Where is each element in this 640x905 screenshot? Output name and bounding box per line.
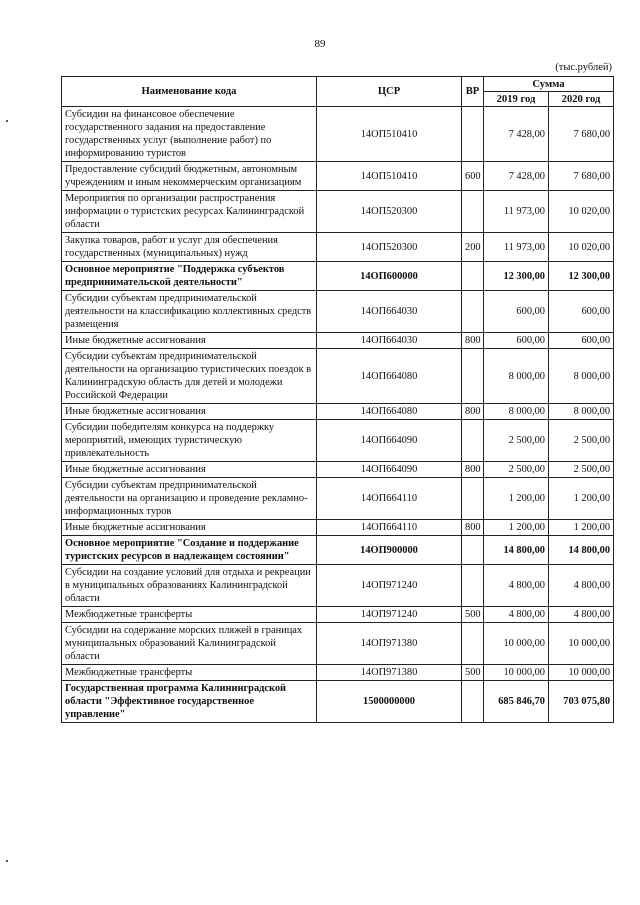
cell-vr: 800 (462, 333, 484, 349)
table-row (62, 349, 614, 404)
cell-vr: 200 (462, 233, 484, 262)
cell-2019: 600,00 (484, 333, 549, 349)
cell-2020: 10 000,00 (549, 623, 614, 665)
cell-2019: 14 800,00 (484, 536, 549, 565)
cell-2019: 10 000,00 (484, 665, 549, 681)
cell-vr: 800 (462, 462, 484, 478)
header-year-2020: 2020 год (549, 92, 614, 107)
cell-code: 14ОП600000 (317, 262, 462, 291)
cell-name: Субсидии победителям конкурса на поддержку мероприятий, имеющих туристическую привлекательность (62, 420, 317, 462)
table-row (62, 420, 614, 462)
cell-code: 14ОП664090 (317, 420, 462, 462)
cell-vr: 500 (462, 607, 484, 623)
cell-code: 14ОП664080 (317, 349, 462, 404)
cell-code: 14ОП971380 (317, 623, 462, 665)
cell-vr: 800 (462, 520, 484, 536)
cell-2020: 4 800,00 (549, 607, 614, 623)
table-header (62, 77, 614, 107)
cell-2019: 7 428,00 (484, 162, 549, 191)
cell-2019: 600,00 (484, 291, 549, 333)
cell-name: Иные бюджетные ассигнования (62, 520, 317, 536)
cell-name: Субсидии на создание условий для отдыха и рекреации в муниципальных образованиях Калининградской области (62, 565, 317, 607)
table-row (62, 191, 614, 233)
cell-vr (462, 107, 484, 162)
cell-2019: 2 500,00 (484, 462, 549, 478)
cell-vr (462, 623, 484, 665)
table-row (62, 520, 614, 536)
cell-2020: 7 680,00 (549, 162, 614, 191)
cell-2019: 8 000,00 (484, 349, 549, 404)
cell-2020: 2 500,00 (549, 462, 614, 478)
table-row (62, 333, 614, 349)
cell-vr (462, 681, 484, 723)
cell-2019: 7 428,00 (484, 107, 549, 162)
cell-2020: 10 020,00 (549, 233, 614, 262)
table-row (62, 665, 614, 681)
cell-2020: 10 000,00 (549, 665, 614, 681)
cell-name: Иные бюджетные ассигнования (62, 404, 317, 420)
cell-name: Закупка товаров, работ и услуг для обеспечения государственных (муниципальных) нужд (62, 233, 317, 262)
cell-code: 14ОП971380 (317, 665, 462, 681)
cell-name: Межбюджетные трансферты (62, 607, 317, 623)
cell-2019: 12 300,00 (484, 262, 549, 291)
table-row (62, 404, 614, 420)
cell-code: 14ОП510410 (317, 162, 462, 191)
header-name: Наименование кода (62, 77, 317, 107)
cell-name: Субсидии субъектам предпринимательской деятельности на организацию и проведение рекламно-информационных туров (62, 478, 317, 520)
table-row (62, 233, 614, 262)
cell-vr (462, 291, 484, 333)
cell-2020: 703 075,80 (549, 681, 614, 723)
cell-name: Субсидии субъектам предпринимательской деятельности на организацию туристических поездок в Калининградскую область для детей и молодежи Российской Федерации (62, 349, 317, 404)
cell-name: Субсидии на финансовое обеспечение государственного задания на предоставление государственных услуг (выполнение работ) по информированию туристов (62, 107, 317, 162)
table-row (62, 107, 614, 162)
cell-name: Предоставление субсидий бюджетным, автономным учреждениям и иным некоммерческим организациям (62, 162, 317, 191)
cell-code: 14ОП664110 (317, 478, 462, 520)
cell-2019: 2 500,00 (484, 420, 549, 462)
cell-code: 14ОП520300 (317, 191, 462, 233)
cell-code: 14ОП971240 (317, 565, 462, 607)
cell-name: Иные бюджетные ассигнования (62, 333, 317, 349)
cell-vr: 800 (462, 404, 484, 420)
cell-2020: 1 200,00 (549, 478, 614, 520)
cell-2019: 1 200,00 (484, 520, 549, 536)
cell-2019: 4 800,00 (484, 565, 549, 607)
table-row (62, 462, 614, 478)
cell-2020: 4 800,00 (549, 565, 614, 607)
cell-2020: 2 500,00 (549, 420, 614, 462)
cell-vr (462, 191, 484, 233)
cell-vr: 500 (462, 665, 484, 681)
cell-vr (462, 565, 484, 607)
cell-code: 14ОП900000 (317, 536, 462, 565)
cell-2019: 10 000,00 (484, 623, 549, 665)
table-row (62, 681, 614, 723)
cell-name: Мероприятия по организации распространения информации о туристских ресурсах Калининградской области (62, 191, 317, 233)
cell-2020: 1 200,00 (549, 520, 614, 536)
cell-code: 14ОП664080 (317, 404, 462, 420)
cell-code: 14ОП664030 (317, 333, 462, 349)
cell-2019: 4 800,00 (484, 607, 549, 623)
cell-code: 14ОП664090 (317, 462, 462, 478)
cell-vr (462, 536, 484, 565)
scan-mark (6, 860, 8, 862)
cell-2020: 12 300,00 (549, 262, 614, 291)
cell-code: 14ОП664030 (317, 291, 462, 333)
cell-2019: 1 200,00 (484, 478, 549, 520)
cell-code: 14ОП510410 (317, 107, 462, 162)
table-row (62, 607, 614, 623)
cell-name: Субсидии субъектам предпринимательской деятельности на классификацию коллективных средств размещения (62, 291, 317, 333)
cell-code: 14ОП520300 (317, 233, 462, 262)
cell-name: Субсидии на содержание морских пляжей в границах муниципальных образований Калининградской области (62, 623, 317, 665)
cell-name: Иные бюджетные ассигнования (62, 462, 317, 478)
cell-2020: 8 000,00 (549, 404, 614, 420)
cell-vr (462, 349, 484, 404)
cell-vr (462, 420, 484, 462)
table-row (62, 623, 614, 665)
table-row (62, 162, 614, 191)
header-vr: ВР (462, 77, 484, 107)
cell-code: 14ОП971240 (317, 607, 462, 623)
cell-2019: 11 973,00 (484, 233, 549, 262)
cell-2020: 8 000,00 (549, 349, 614, 404)
cell-vr (462, 478, 484, 520)
table-row (62, 291, 614, 333)
cell-code: 14ОП664110 (317, 520, 462, 536)
cell-2020: 10 020,00 (549, 191, 614, 233)
cell-vr: 600 (462, 162, 484, 191)
cell-2020: 600,00 (549, 333, 614, 349)
cell-vr (462, 262, 484, 291)
table-row (62, 565, 614, 607)
cell-name: Основное мероприятие "Создание и поддержание туристских ресурсов в надлежащем состоянии" (62, 536, 317, 565)
cell-name: Основное мероприятие "Поддержка субъектов предпринимательской деятельности" (62, 262, 317, 291)
header-sum: Сумма (484, 77, 614, 92)
cell-2019: 685 846,70 (484, 681, 549, 723)
cell-2020: 14 800,00 (549, 536, 614, 565)
table-row (62, 536, 614, 565)
units-label: (тыс.рублей) (555, 62, 612, 73)
table-row (62, 478, 614, 520)
table-row (62, 262, 614, 291)
cell-2019: 11 973,00 (484, 191, 549, 233)
budget-table (61, 76, 614, 723)
cell-2019: 8 000,00 (484, 404, 549, 420)
cell-code: 1500000000 (317, 681, 462, 723)
table-body (62, 107, 614, 723)
header-code: ЦСР (317, 77, 462, 107)
cell-name: Государственная программа Калининградской области "Эффективное государственное управление" (62, 681, 317, 723)
cell-2020: 600,00 (549, 291, 614, 333)
scan-mark (6, 120, 8, 122)
header-year-2019: 2019 год (484, 92, 549, 107)
cell-name: Межбюджетные трансферты (62, 665, 317, 681)
cell-2020: 7 680,00 (549, 107, 614, 162)
page-number: 89 (314, 38, 326, 50)
